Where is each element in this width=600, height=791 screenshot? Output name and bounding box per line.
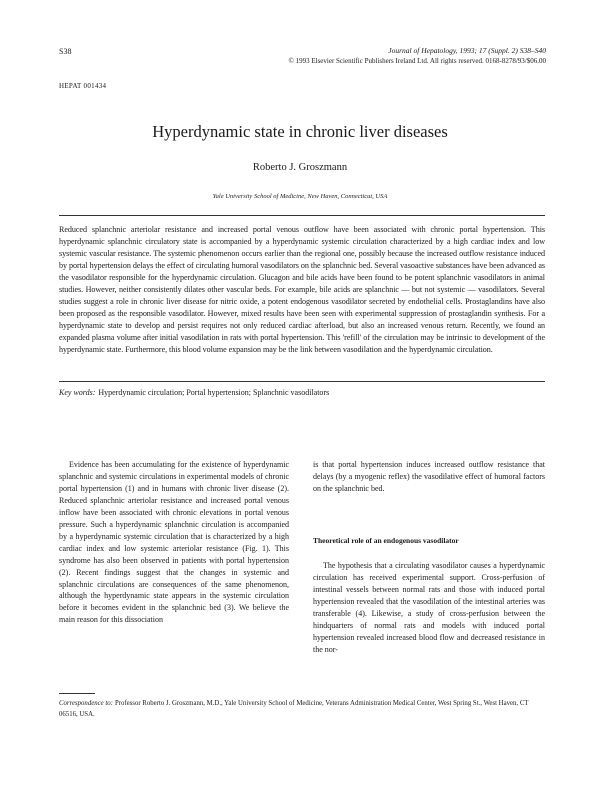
correspondence-footnote <box>59 698 545 720</box>
keywords-text: Hyperdynamic circulation; Portal hypertension; Splanchnic vasodilators <box>98 388 330 397</box>
footnote-rule <box>59 693 95 694</box>
article-author: Roberto J. Groszmann <box>252 162 348 173</box>
section-heading: Theoretical role of an endogenous vasodilator <box>313 536 459 545</box>
author-affiliation: Yale University School of Medicine, New Haven, Connecticut, USA <box>212 193 388 200</box>
body-left-column: Evidence has been accumulating for the existence of hyperdynamic splanchnic and systemic circulations in experimental models of chronic portal hypertension (1) and in humans with chronic liver disease (2). Reduced splanchnic arteriolar resistance and increased portal venous inflow have been associated with chronic elevations in portal venous pressure. Such a hyperdynamic splanchnic circulation is accompanied by a hyperdynamic systemic circulation that is characterized by a high cardiac index and low systemic arteriolar resistance (Fig. 1). This syndrome has also been observed in patients with portal hypertension (2). Recent findings suggest that the changes in systemic and splanchnic circulations are consequences of the same phenomenon, although the hyperdynamic state appears in the systemic circulation before it becomes evident in the splanchnic bed (3). We believe the main reason for this dissociation <box>59 460 289 625</box>
footnote-label: Correspondence to: <box>59 700 113 707</box>
abstract-top-rule <box>59 215 545 216</box>
keywords-label: Key words: <box>59 388 96 397</box>
body-right-column: The hypothesis that a circulating vasodilator causes a hyperdynamic circulation has received experimental support. Cross-perfusion of intestinal vessels between normal rats and those with induced portal hypertension revealed that the vasodilation of the intestinal arteries was transferable (4). Likewise, a study of cross-perfusion between the hindquarters of normal rats and models with induced portal hypertension revealed increased blood flow and decreased resistance in the nor- <box>313 561 545 654</box>
abstract-text: Reduced splanchnic arteriolar resistance and increased portal venous outflow have been associated with chronic portal hypertension. This hyperdynamic splanchnic circulatory state is accompanied by a hyperdynamic systemic circulation characterized by a high cardiac index and low systemic vascular resistance. The systemic phenomenon occurs earlier than the regional one, possibly because the increased outflow resistance induced by portal hypertension delays the effect of circulating humoral vasodilators on the splanchnic bed. Several vasoactive substances have been advanced as the vasodilator responsible for the hyperdynamic circulation. Glucagon and bile acids have been found to be potent splanchnic vasodilators in animal studies. However, neither consistently dilates other vascular beds. For example, bile acids are splanchnic — but not systemic — vasodilators. Several studies suggest a role in chronic liver disease for nitric oxide, a potent endogenous vasodilator secreted by endothelial cells. Prostaglandins have also been proposed as the responsible vasodilator. However, mixed results have been seen with experimental suppression of prostaglandin synthesis. For a hyperdynamic state to develop and persist requires not only reduced cardiac afterload, but also an increased venous return. Recently, we found an expanded plasma volume after initial vasodilation in rats with portal hypertension. This 'refill' of the circulation may be intrinsic to development of the hyperdynamic state. Furthermore, this blood volume expansion may be the link between vasodilation and the hyperdynamic circulation. <box>59 225 545 354</box>
abstract-bottom-rule <box>59 381 545 382</box>
article-title: Hyperdynamic state in chronic liver diseases <box>152 122 448 141</box>
keywords <box>59 388 545 397</box>
page-number: S38 <box>59 47 72 56</box>
footnote-text: Professor Roberto J. Groszmann, M.D., Yale University School of Medicine, Veterans Administration Medical Center, West Spring St., West Haven, CT 06516, USA. <box>59 700 529 718</box>
journal-citation: Journal of Hepatology, 1993; 17 (Suppl. 2) S38–S40 <box>388 46 546 55</box>
copyright-line: © 1993 Elsevier Scientific Publishers Ireland Ltd. All rights reserved. 0168-8278/93/$06.00 <box>288 57 546 65</box>
manuscript-id: HEPAT 001434 <box>59 82 107 90</box>
body-right-column-continuation: is that portal hypertension induces increased outflow resistance that delays (by a myogenic reflex) the vasodilative effect of humoral factors on the splanchnic bed. <box>313 460 545 493</box>
